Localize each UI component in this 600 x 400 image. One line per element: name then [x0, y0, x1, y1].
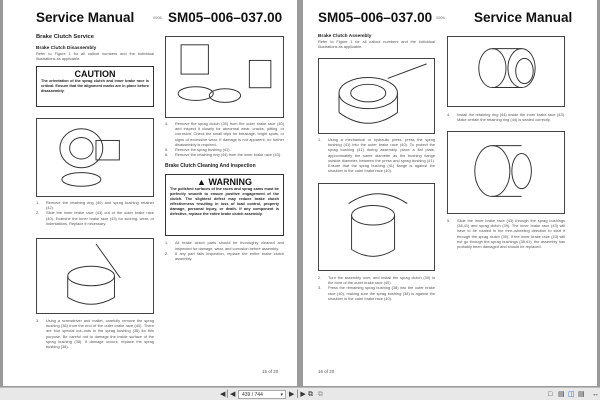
step-number: 2.: [36, 210, 40, 216]
pdf-page-15: [3, 0, 297, 386]
figure-screwdriver: [36, 238, 154, 314]
page-number: 16 of 20: [318, 369, 335, 374]
figure-inner-race: [447, 36, 565, 107]
last-page-button[interactable]: │▶: [296, 391, 306, 398]
subsection-heading: Brake Clutch Assembly: [318, 34, 372, 39]
step-number: 5.: [447, 218, 451, 223]
manual-title: Service Manual: [474, 10, 573, 25]
page-number-value: 439 / 744: [242, 392, 263, 398]
step-item: [318, 285, 435, 301]
step-text: Install the retaining ring (44) inside the inner brake race (43). Make certain the retaining ring (44) is seated correctly.: [457, 112, 565, 123]
step-number: 5.: [165, 147, 169, 153]
two-page-view-icon[interactable]: ◫: [568, 391, 575, 398]
subsection-heading: Brake Clutch Disassembly: [36, 46, 97, 51]
step-item: [165, 240, 284, 250]
figure-outer-race: [318, 58, 435, 134]
step-text: If any part fails inspection, replace the entire brake clutch assembly.: [175, 250, 284, 262]
step-text: Remove the sprag clutch (39) from the outer brake race (40) and inspect it closely for abnormal wear, cracks, pitting, or corrosion. Check the small clips for breakage, bright spots, or signs of excessive wear. If damage is not apparent, no further disassembly is required.: [175, 121, 284, 147]
single-page-view-icon[interactable]: □: [548, 391, 553, 398]
step-number: 1.: [165, 240, 169, 246]
caution-box: [36, 66, 154, 107]
warning-title-text: WARNING: [208, 177, 252, 188]
step-text: Using a screwdriver and mallet, carefully remove the sprag bushing (38) from the end of the outer brake race (40). There are four special cut–outs in the sprag bushing (38) for this purpose. Be careful not to damage the inside surface of the sprag bushing (38). If damage occurs, replace the sprag bushing (38).: [46, 318, 154, 350]
doc-number: SM05–006–037.00: [168, 10, 283, 25]
step-item: [165, 121, 284, 147]
pdf-page-16: [303, 0, 597, 386]
warning-box: [165, 174, 284, 236]
first-page-button[interactable]: ◀│: [220, 391, 230, 398]
go-forward-icon[interactable]: ⧉: [318, 391, 323, 398]
caution-title: CAUTION: [74, 69, 116, 80]
step-number: 3.: [318, 285, 322, 291]
step-item: [36, 210, 154, 226]
step-text: Press the remaining sprag bushing (38) into the outer brake race (40), making sure the sprag bushing (38) is against the shoulder in the outer brake race (40).: [328, 285, 435, 301]
intro-text: Refer to Figure 1 for all callout numbers and the individual illustrations as applicable.: [318, 39, 435, 50]
step-number: 2.: [165, 250, 169, 256]
step-number: 6.: [165, 152, 169, 158]
warning-text: The polished surfaces of the races and sprag cams must be perfectly smooth to ensure positive engagement of the clutch. The slightest defect may reduce brake clutch effectiveness resulting in loss of load control, property damage, personal injury, or death. If any component is defective, replace the entire brake clutch assembly.: [170, 187, 279, 217]
fit-width-icon[interactable]: ↔: [592, 391, 599, 398]
step-item: [165, 152, 284, 157]
page-number: 15 of 20: [262, 369, 279, 374]
intro-text: Refer to Figure 1 for all callout numbers and the individual illustrations as applicable.: [36, 51, 154, 62]
step-text: Turn the assembly over, and install the sprag clutch (39) in the bore of the outer brake race (40).: [328, 275, 435, 286]
cleaning-heading: Brake Clutch Cleaning And Inspection: [165, 163, 256, 170]
pdf-toolbar: [0, 387, 600, 400]
doc-number: SM05–006–037.00: [318, 10, 433, 25]
step-text: Remove the retaining ring (44) from the inner brake race (43).: [175, 152, 282, 158]
figure-install-clutch: [318, 183, 435, 271]
previous-page-button[interactable]: ◀: [230, 391, 236, 398]
step-item: [165, 251, 284, 261]
step-text: Slide the inner brake race (43) through the sprag bushings (38,41) and sprag clutch (39). The inner brake race (43) will have to be rotated in the free–wheeling direction to start it through the sprag clutch (39). If the inner brake race (43) will not go through the sprag bushings (38,41), the assembly has probably been damaged and should be replaced.: [457, 218, 565, 250]
step-item: [36, 200, 154, 210]
step-item: [447, 112, 565, 122]
step-number: 1.: [318, 137, 322, 142]
step-number: 4.: [165, 121, 169, 126]
page-number-input[interactable]: [238, 390, 286, 399]
step-item: [318, 275, 435, 285]
step-text: All brake clutch parts should be thoroughly cleaned and inspected for damage, wear, and corrosion before assembly.: [175, 240, 284, 251]
step-number: 1.: [36, 200, 40, 205]
step-number: 2.: [318, 275, 322, 280]
step-text: Remove the retaining ring (40) and sprag bushing retainer (42).: [46, 200, 154, 211]
step-text: Using a mechanical or hydraulic press, press the sprag bushing (41) into the outer brake race (40). To protect the sprag bushing (41) during assembly, place a flat plate, approximately the same diameter as the bushing flange outside diameter, between the press and sprag bushing (41). Ensure that the sprag bushing (41) flange is against the shoulder in the outer brake race (40).: [328, 137, 435, 174]
chevron-down-icon[interactable]: ▾: [280, 392, 283, 398]
step-item: [36, 318, 154, 349]
caution-text: The orientation of the sprag clutch and inner brake race is critical. Ensure that the alignment marks are in place before disassembly.: [41, 79, 149, 94]
step-number: 4.: [447, 112, 451, 117]
next-page-button[interactable]: ▶: [289, 391, 295, 398]
two-page-continuous-view-icon[interactable]: ▤: [578, 391, 585, 398]
step-text: Slide the inner brake race (43) out of the outer brake race (40). Examine the inner brake race (43) for scoring, wear, or indentations. Replace if necessary.: [46, 210, 154, 226]
step-number: 3.: [36, 318, 40, 323]
continuous-view-icon[interactable]: ▤: [558, 391, 565, 398]
figure-slide-race: [447, 131, 565, 214]
figure-sprag-clutch: [165, 36, 284, 118]
go-back-icon[interactable]: ⧉: [308, 391, 313, 398]
step-text: Remove the sprag bushing (41).: [175, 147, 231, 153]
section-heading: Brake Clutch Service: [36, 34, 94, 40]
manual-title: Service Manual: [36, 10, 135, 25]
step-item: [318, 137, 435, 173]
step-item: [447, 218, 565, 249]
doc-code: 0506: [153, 15, 162, 20]
figure-clutch-parts: [36, 118, 154, 197]
warning-triangle-icon: ▲: [197, 177, 206, 188]
doc-code: 0506: [436, 15, 445, 20]
warning-title: [170, 177, 279, 187]
